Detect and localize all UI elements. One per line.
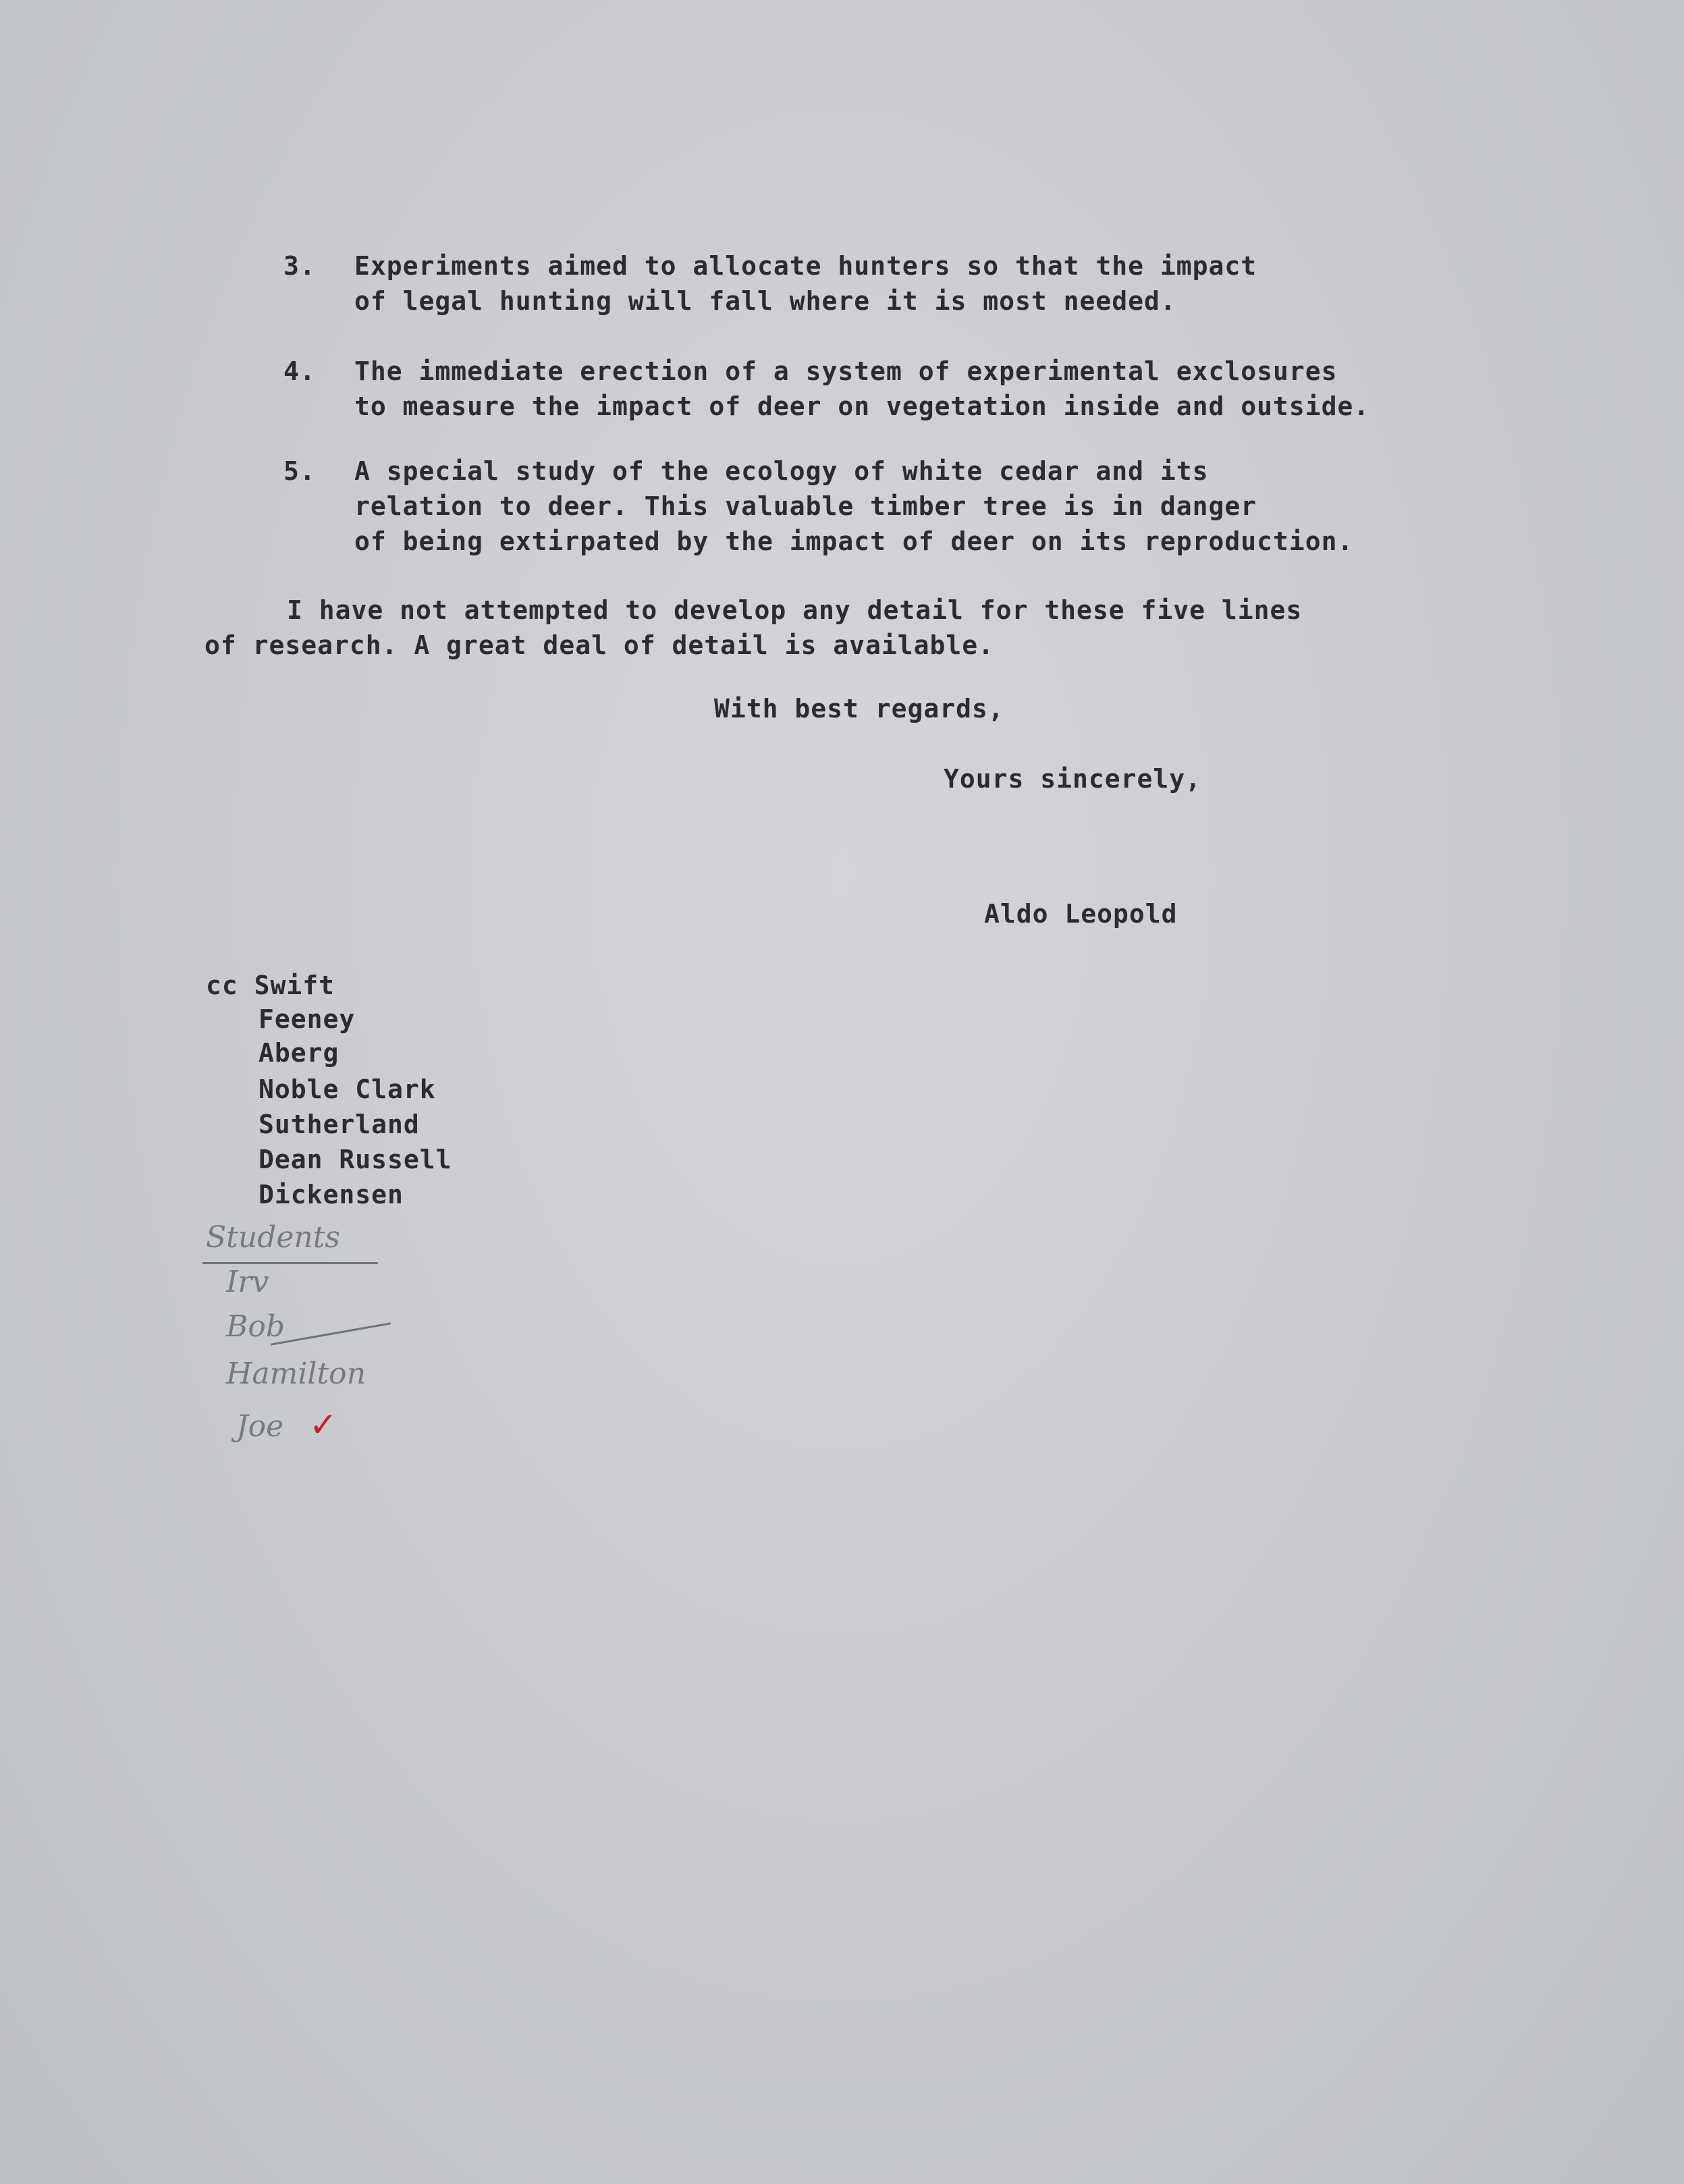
valediction: Yours sincerely, xyxy=(944,764,1202,794)
item-line: The immediate erection of a system of experimental exclosures xyxy=(354,356,1338,386)
cc-entry: Dickensen xyxy=(259,1180,404,1209)
strike-line xyxy=(271,1322,391,1345)
handwritten-name: Hamilton xyxy=(226,1357,366,1391)
cc-entry: Dean Russell xyxy=(259,1145,452,1174)
item-line: relation to deer. This valuable timber tree is in danger xyxy=(354,491,1257,521)
handwritten-name: Joe xyxy=(236,1409,284,1444)
salutation: With best regards, xyxy=(714,694,1004,724)
cc-entry: Feeney xyxy=(259,1004,356,1034)
signature-name: Aldo Leopold xyxy=(984,899,1178,929)
item-number: 3. xyxy=(283,251,316,281)
item-number: 4. xyxy=(283,356,316,386)
handwritten-name: Irv xyxy=(226,1265,269,1299)
handwritten-name: Bob xyxy=(226,1309,285,1344)
check-mark-icon: ✓ xyxy=(309,1405,337,1444)
closing-paragraph-line: of research. A great deal of detail is available. xyxy=(205,630,995,660)
item-line: of being extirpated by the impact of deer on its reproduction. xyxy=(354,526,1354,556)
item-line: of legal hunting will fall where it is most needed. xyxy=(354,286,1176,316)
strike-line xyxy=(202,1262,378,1264)
cc-entry: Aberg xyxy=(259,1038,339,1068)
cc-entry: Noble Clark xyxy=(259,1074,436,1104)
closing-paragraph-line: I have not attempted to develop any detail for these five lines xyxy=(287,595,1303,625)
item-line: to measure the impact of deer on vegetation inside and outside. xyxy=(354,391,1370,421)
cc-entry: cc Swift xyxy=(206,971,335,1000)
handwritten-heading: Students xyxy=(206,1220,340,1255)
item-line: A special study of the ecology of white cedar and its xyxy=(354,456,1209,486)
cc-entry: Sutherland xyxy=(259,1110,420,1139)
item-number: 5. xyxy=(283,456,316,486)
item-line: Experiments aimed to allocate hunters so that the impact xyxy=(354,251,1257,281)
